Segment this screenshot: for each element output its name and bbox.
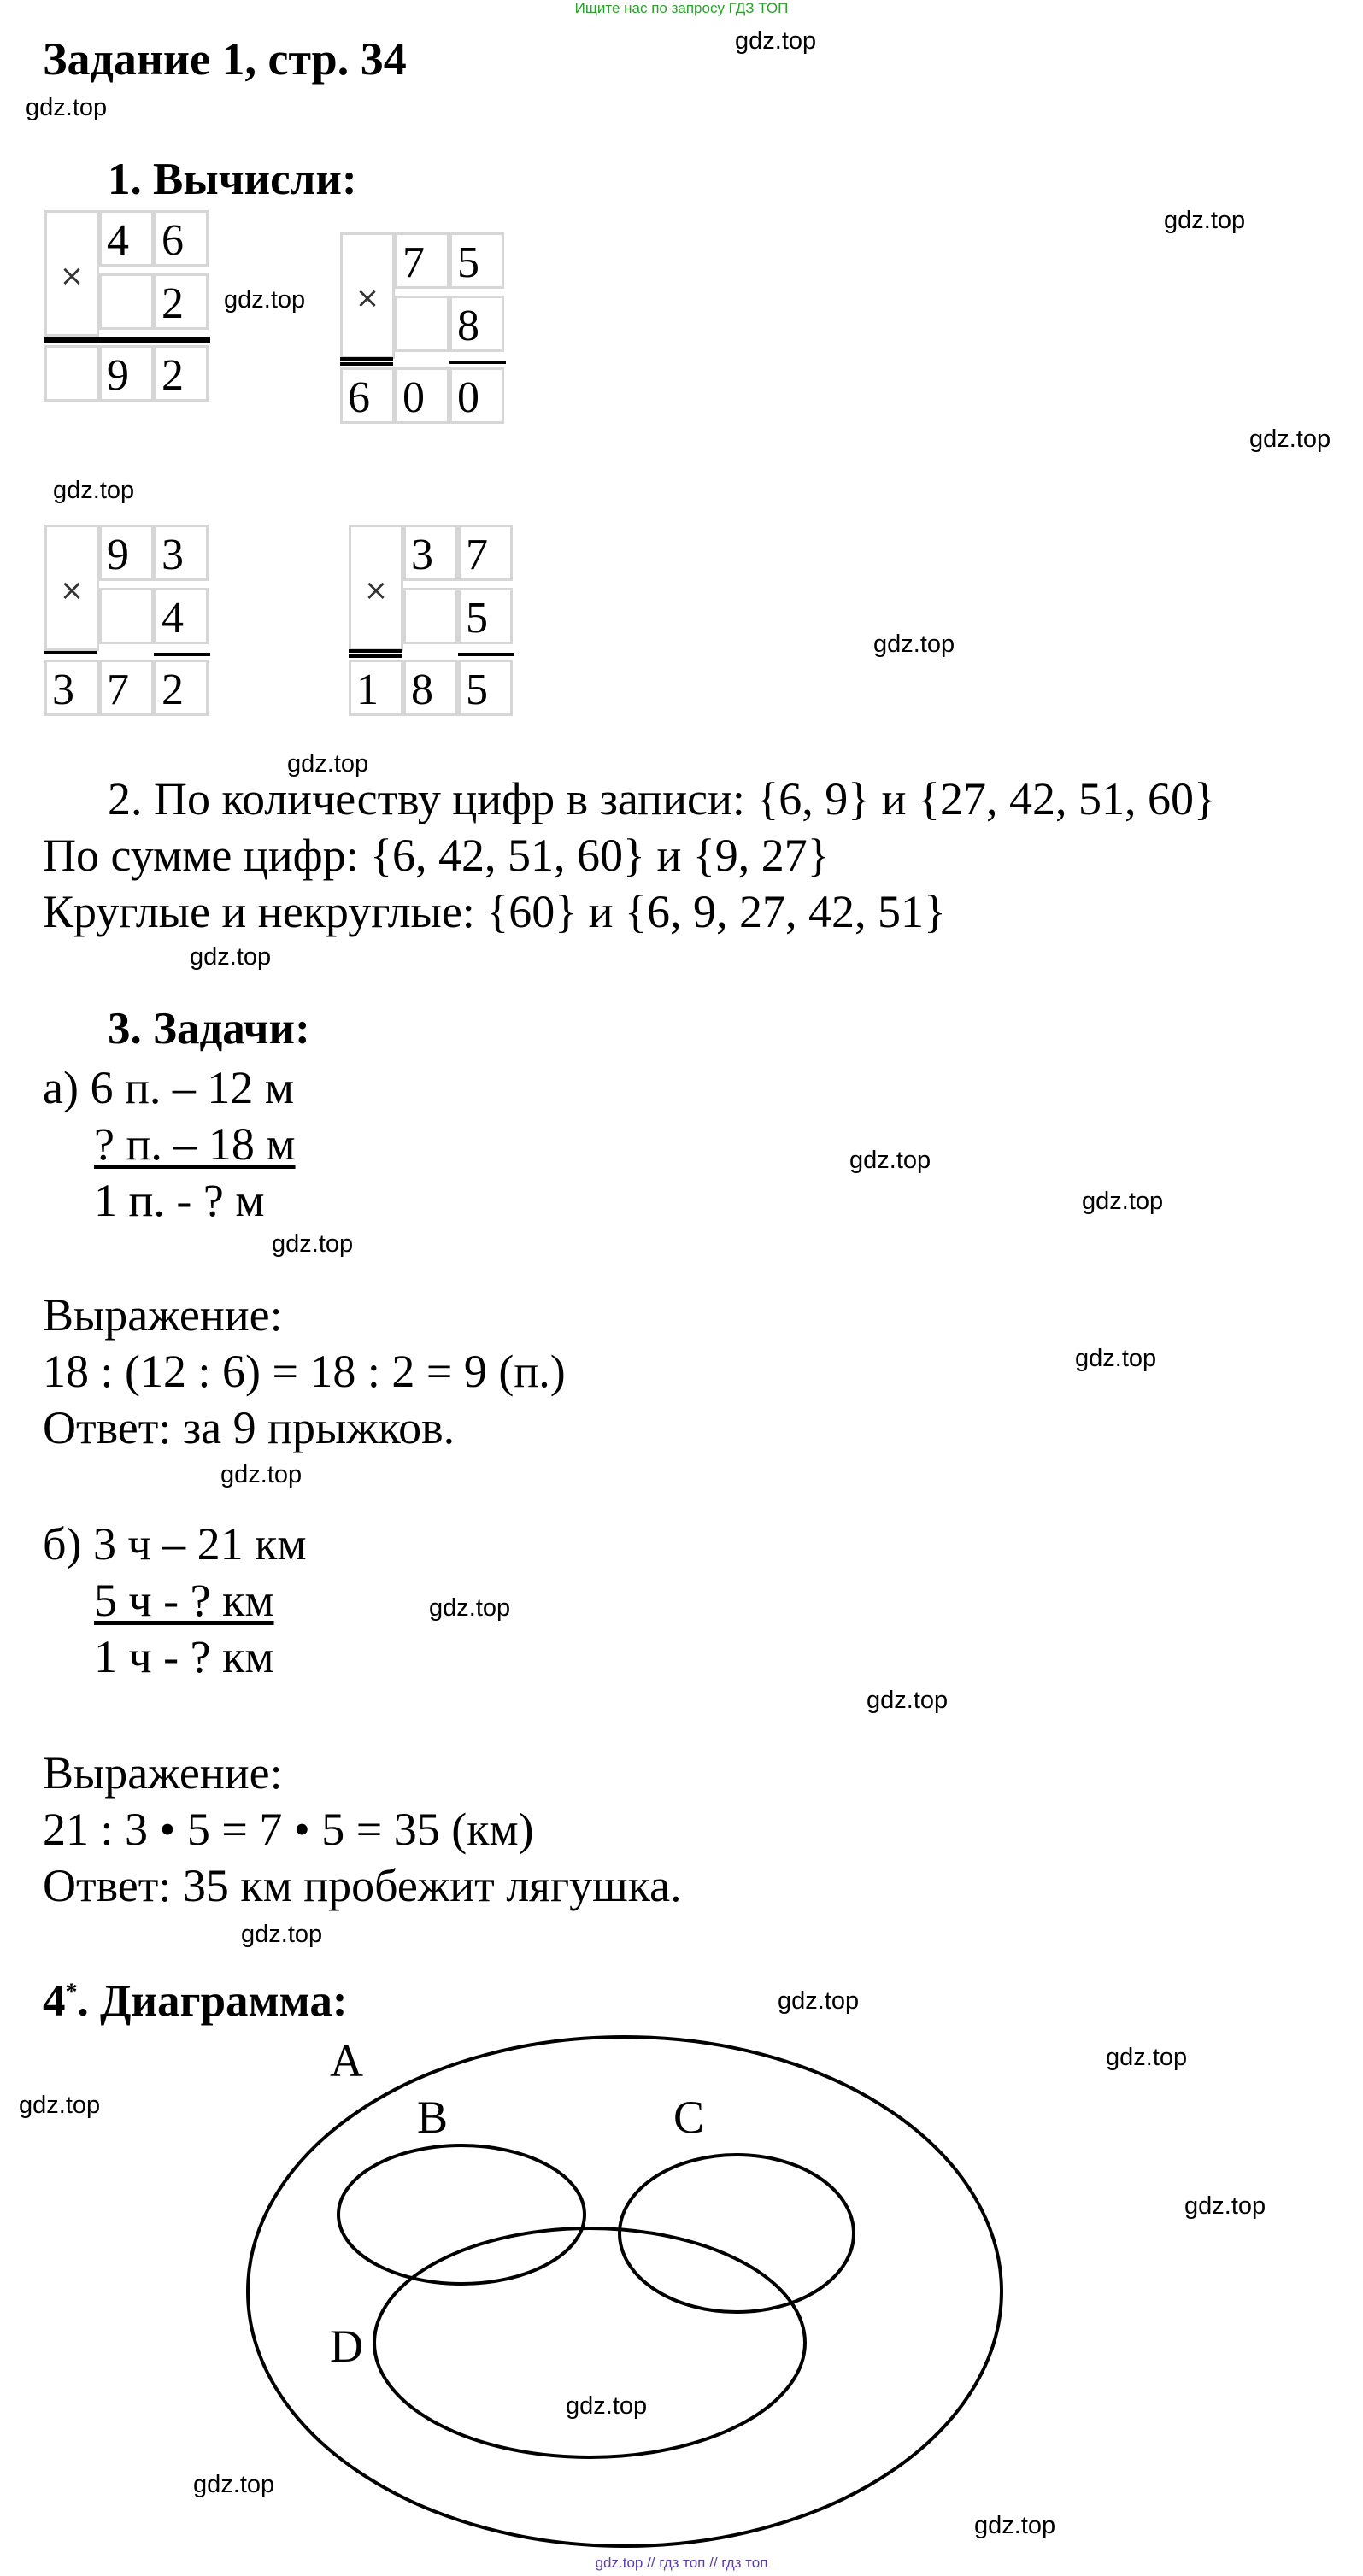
watermark: gdz.top: [1075, 1345, 1157, 1372]
watermark: gdz.top: [1106, 2044, 1188, 2071]
digit-cell: 6: [154, 210, 209, 267]
section2-line-2: По сумме цифр: {6, 42, 51, 60} и {9, 27}: [43, 830, 830, 881]
digit-cell: 7: [395, 232, 449, 289]
digit-cell: 8: [403, 660, 458, 716]
page-title: Задание 1, стр. 34: [43, 33, 407, 85]
digit-cell: 2: [154, 660, 209, 716]
watermark: gdz.top: [190, 943, 272, 971]
digit-cell: 0: [449, 367, 504, 424]
set-b-ellipse: [338, 2145, 585, 2284]
watermark: gdz.top: [53, 477, 135, 504]
multiply-sign: ×: [44, 525, 99, 651]
digit-cell: 5: [458, 588, 513, 644]
task-b-line-2: 5 ч - ? км: [94, 1575, 274, 1626]
task-b-expression-label: Выражение:: [43, 1747, 283, 1799]
digit-cell: 7: [99, 660, 154, 716]
section3-heading: 3. Задачи:: [108, 1004, 310, 1053]
watermark: gdz.top: [272, 1230, 354, 1258]
top-banner: Ищите нас по запросу ГДЗ ТОП: [574, 0, 789, 16]
digit-cell: 6: [340, 367, 395, 424]
multiply-sign: ×: [349, 525, 403, 651]
digit-cell: 4: [154, 588, 209, 644]
task-b-line-3: 1 ч - ? км: [94, 1631, 274, 1682]
digit-cell: 9: [99, 345, 154, 402]
watermark: gdz.top: [867, 1687, 949, 1714]
watermark: gdz.top: [1164, 207, 1246, 234]
set-d-label: D: [330, 2321, 363, 2372]
watermark: gdz.top: [429, 1594, 511, 1622]
section4-asterisk: *: [65, 1979, 78, 2006]
watermark: gdz.top: [778, 1987, 860, 2015]
watermark: gdz.top: [224, 286, 306, 314]
task-a-answer: Ответ: за 9 прыжков.: [43, 1402, 455, 1453]
task-a-line-2: ? п. – 18 м: [94, 1118, 296, 1170]
digit-cell: 3: [403, 525, 458, 581]
watermark: gdz.top: [1249, 425, 1331, 453]
section4-title: . Диаграмма:: [77, 1976, 348, 2026]
digit-cell: 3: [154, 525, 209, 581]
digit-cell: 5: [458, 660, 513, 716]
task-a-line-1: а) 6 п. – 12 м: [43, 1062, 295, 1113]
set-d-ellipse: [374, 2228, 805, 2457]
task-a-expression: 18 : (12 : 6) = 18 : 2 = 9 (п.): [43, 1346, 566, 1397]
bottom-banner: gdz.top // гдз топ // гдз топ: [595, 2555, 768, 2571]
set-a-ellipse: [248, 2037, 1002, 2546]
watermark: gdz.top: [735, 27, 817, 55]
watermark: gdz.top: [241, 1921, 323, 1948]
watermark: gdz.top: [193, 2471, 275, 2498]
watermark: gdz.top: [566, 2392, 648, 2420]
watermark: gdz.top: [849, 1147, 931, 1174]
watermark: gdz.top: [26, 94, 108, 121]
multiply-sign: ×: [44, 210, 99, 337]
watermark: gdz.top: [1082, 1188, 1164, 1215]
watermark: gdz.top: [287, 750, 369, 777]
digit-cell: 9: [99, 525, 154, 581]
task-b-expression: 21 : 3 • 5 = 7 • 5 = 35 (км): [43, 1804, 534, 1855]
task-b-line-1: б) 3 ч – 21 км: [43, 1518, 307, 1570]
section2-line-3: Круглые и некруглые: {60} и {6, 9, 27, 42, 51}: [43, 886, 946, 937]
watermark: gdz.top: [19, 2092, 101, 2119]
multiply-sign: ×: [340, 232, 395, 359]
digit-cell: 7: [458, 525, 513, 581]
digit-cell: 1: [349, 660, 403, 716]
digit-cell: 3: [44, 660, 99, 716]
digit-cell: 4: [99, 210, 154, 267]
task-a-line-3: 1 п. - ? м: [94, 1175, 265, 1226]
section4-number: 4: [43, 1976, 66, 2026]
set-c-label: C: [673, 2092, 705, 2143]
section2-line-1: 2. По количеству цифр в записи: {6, 9} и {27, 42, 51, 60}: [108, 773, 1216, 824]
set-b-label: B: [417, 2092, 449, 2143]
digit-cell: 5: [449, 232, 504, 289]
watermark: gdz.top: [974, 2512, 1056, 2539]
digit-cell: 2: [154, 345, 209, 402]
digit-cell: 8: [449, 296, 504, 352]
watermark: gdz.top: [873, 631, 955, 658]
digit-cell: 2: [154, 273, 209, 330]
watermark: gdz.top: [220, 1461, 303, 1488]
set-a-label: A: [330, 2035, 363, 2086]
section1-heading: 1. Вычисли:: [108, 155, 357, 204]
task-a-expression-label: Выражение:: [43, 1289, 283, 1341]
watermark: gdz.top: [1184, 2192, 1266, 2220]
digit-cell: 0: [395, 367, 449, 424]
task-b-answer: Ответ: 35 км пробежит лягушка.: [43, 1860, 682, 1911]
